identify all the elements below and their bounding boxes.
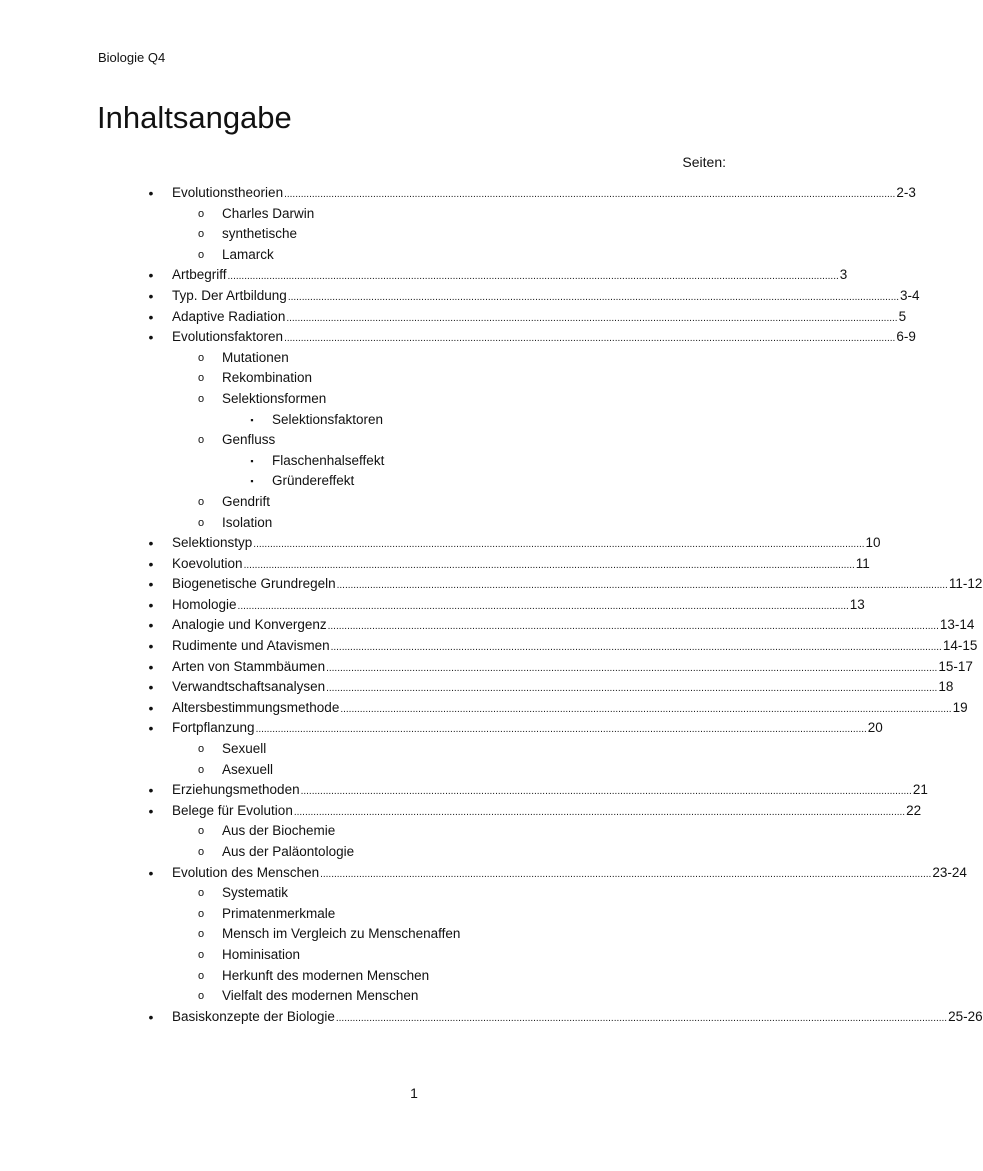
toc-entry-line xyxy=(172,615,975,638)
toc-entry-page: 23-24 xyxy=(932,864,967,880)
toc-entry-title: Selektionsformen xyxy=(222,390,327,406)
toc-entry-page: 10 xyxy=(865,535,881,551)
toc-entry-title: Analogie und Konvergenz xyxy=(172,617,327,633)
toc-entry-title: Mutationen xyxy=(222,349,289,365)
toc-entry-page: 3 xyxy=(839,267,848,283)
document-header-label: Biologie Q4 xyxy=(98,50,166,65)
toc-entry xyxy=(140,533,881,554)
toc-entry-page: 18 xyxy=(938,679,954,695)
toc-entry-page: 25-26 xyxy=(948,1008,983,1024)
square-bullet-icon: ▪ xyxy=(250,455,254,466)
toc-entry-title: Aus der Paläontologie xyxy=(222,844,355,859)
dot-leader: ............................................................................................................................................................................................................................ xyxy=(284,189,896,200)
circle-bullet-icon: o xyxy=(197,846,205,858)
toc-entry xyxy=(140,657,973,678)
toc-entry-line xyxy=(172,327,916,350)
toc-entry xyxy=(140,265,848,286)
toc-entry-page: 5 xyxy=(898,308,907,324)
toc-entry-title: Systematik xyxy=(222,885,289,901)
toc-entry-title: Flaschenhalseffekt xyxy=(272,452,385,468)
toc-entry xyxy=(140,1007,983,1028)
toc-entry-page: 20 xyxy=(867,720,883,736)
toc-entry-line xyxy=(172,698,968,721)
toc-entry-page: 21 xyxy=(912,782,928,798)
bullet-icon: • xyxy=(148,720,154,737)
dot-leader: ............................................................................................................................................................................................................................ xyxy=(330,642,942,654)
toc-entry-page: 13 xyxy=(849,596,865,612)
toc-entry-title: Lamarck xyxy=(222,246,274,262)
page-number: 1 xyxy=(410,1085,418,1101)
circle-bullet-icon: o xyxy=(197,495,205,508)
square-bullet-icon: ▪ xyxy=(250,476,254,487)
toc-entry-line xyxy=(172,636,978,659)
dot-leader: ............................................................................................................................................................................................................................ xyxy=(320,868,932,880)
table-of-contents xyxy=(140,183,983,1027)
toc-entry-title: Koevolution xyxy=(172,555,243,571)
toc-subentry xyxy=(140,966,728,987)
dot-leader: ............................................................................................................................................................................................................................ xyxy=(284,333,896,345)
toc-subentry xyxy=(140,389,728,410)
toc-entry-page: 2-3 xyxy=(896,185,916,200)
toc-entry-page: 19 xyxy=(952,699,968,715)
toc-entry-title: Hominisation xyxy=(222,946,301,962)
toc-subentry xyxy=(140,821,728,842)
toc-entry-line xyxy=(172,286,920,309)
toc-entry xyxy=(140,307,907,328)
toc-entry xyxy=(140,636,978,657)
toc-entry-line xyxy=(172,780,928,803)
toc-entry xyxy=(140,286,920,307)
toc-entry-title: Evolutionstheorien xyxy=(172,185,284,200)
toc-entry-title: Genfluss xyxy=(222,432,276,448)
toc-entry xyxy=(140,863,967,884)
toc-entry-title: Fortpflanzung xyxy=(172,720,255,736)
toc-entry-title: Sexuell xyxy=(222,741,267,757)
toc-entry-title: Selektionstyp xyxy=(172,535,253,551)
toc-subentry xyxy=(140,348,728,369)
toc-entry xyxy=(140,780,928,801)
bullet-icon: • xyxy=(148,185,154,201)
toc-subsubentry xyxy=(140,471,728,492)
bullet-icon: • xyxy=(148,267,154,284)
toc-entry-title: Erziehungsmethoden xyxy=(172,782,300,798)
toc-entry-title: Gendrift xyxy=(222,493,271,509)
toc-subentry xyxy=(140,883,728,904)
toc-entry-title: Verwandtschaftsanalysen xyxy=(172,679,326,695)
toc-entry-title: Gründereffekt xyxy=(272,473,355,489)
toc-subentry xyxy=(140,924,728,945)
circle-bullet-icon: o xyxy=(197,516,205,529)
toc-entry xyxy=(140,801,922,822)
toc-entry-title: Adaptive Radiation xyxy=(172,308,286,324)
dot-leader: ............................................................................................................................................................................................................................ xyxy=(227,271,839,283)
toc-entry-line xyxy=(172,657,973,680)
toc-subentry xyxy=(140,513,728,534)
toc-entry-line xyxy=(172,863,967,886)
toc-entry xyxy=(140,677,954,698)
dot-leader: ............................................................................................................................................................................................................................ xyxy=(243,559,855,571)
bullet-icon: • xyxy=(148,802,154,819)
square-bullet-icon: ▪ xyxy=(250,414,254,425)
circle-bullet-icon: o xyxy=(197,434,205,447)
toc-entry-line xyxy=(172,574,983,597)
toc-subentry xyxy=(140,842,728,863)
dot-leader: ............................................................................................................................................................................................................................ xyxy=(286,312,898,324)
circle-bullet-icon: o xyxy=(197,248,205,261)
circle-bullet-icon: o xyxy=(197,351,205,364)
toc-entry-title: Primatenmerkmale xyxy=(222,905,336,921)
toc-entry-title: Homologie xyxy=(172,596,237,612)
bullet-icon: • xyxy=(148,617,154,634)
toc-entry-line xyxy=(172,533,881,556)
circle-bullet-icon: o xyxy=(197,887,205,900)
toc-subentry xyxy=(140,492,728,513)
toc-entry-title: Biogenetische Grundregeln xyxy=(172,576,336,592)
toc-entry-page: 13-14 xyxy=(939,617,975,633)
toc-entry-page: 11 xyxy=(855,555,870,571)
toc-entry-line xyxy=(172,595,865,618)
dot-leader: ............................................................................................................................................................................................................................ xyxy=(237,600,849,612)
bullet-icon: • xyxy=(148,1008,154,1025)
toc-entry-title: Charles Darwin xyxy=(222,205,315,221)
page-title: Inhaltsangabe xyxy=(97,100,292,135)
toc-entry-line xyxy=(172,183,916,206)
toc-entry-title: Belege für Evolution xyxy=(172,802,293,818)
dot-leader: ............................................................................................................................................................................................................................ xyxy=(340,703,952,715)
toc-entry-line xyxy=(172,1007,983,1030)
toc-entry-title: Aus der Biochemie xyxy=(222,823,336,839)
toc-entry-line xyxy=(172,307,907,330)
toc-entry-page: 15-17 xyxy=(938,658,973,674)
toc-entry xyxy=(140,327,916,348)
circle-bullet-icon: o xyxy=(197,228,205,241)
dot-leader: ............................................................................................................................................................................................................................ xyxy=(326,683,938,695)
toc-entry-title: Isolation xyxy=(222,514,273,530)
toc-entry-page: 3-4 xyxy=(900,287,920,303)
bullet-icon: • xyxy=(148,679,154,696)
circle-bullet-icon: o xyxy=(197,743,205,756)
dot-leader: ............................................................................................................................................................................................................................ xyxy=(255,724,867,736)
circle-bullet-icon: o xyxy=(197,907,205,920)
toc-subentry xyxy=(140,904,728,925)
circle-bullet-icon: o xyxy=(197,948,205,961)
toc-entry-page: 11-12 xyxy=(948,576,983,592)
toc-entry-title: Evolutionsfaktoren xyxy=(172,329,284,345)
circle-bullet-icon: o xyxy=(197,207,205,220)
dot-leader: ............................................................................................................................................................................................................................ xyxy=(326,662,938,674)
bullet-icon: • xyxy=(148,308,154,325)
toc-entry-line xyxy=(172,554,870,577)
circle-bullet-icon: o xyxy=(197,969,205,982)
toc-entry xyxy=(140,698,968,719)
bullet-icon: • xyxy=(148,287,154,304)
toc-subsubentry xyxy=(140,451,728,472)
toc-subentry xyxy=(140,204,728,225)
bullet-icon: • xyxy=(148,576,154,593)
circle-bullet-icon: o xyxy=(197,392,205,405)
toc-entry-page: 14-15 xyxy=(942,638,978,654)
toc-entry xyxy=(140,718,883,739)
pages-column-label: Seiten: xyxy=(682,154,726,170)
toc-entry-title: Typ. Der Artbildung xyxy=(172,287,287,303)
dot-leader: ............................................................................................................................................................................................................................ xyxy=(300,786,912,798)
toc-entry-line xyxy=(172,801,922,824)
bullet-icon: • xyxy=(148,555,154,572)
dot-leader: ............................................................................................................................................................................................................................ xyxy=(293,806,906,818)
toc-entry-line xyxy=(172,718,883,741)
dot-leader: ............................................................................................................................................................................................................................ xyxy=(336,580,948,592)
circle-bullet-icon: o xyxy=(197,372,205,385)
toc-entry-title: Herkunft des modernen Menschen xyxy=(222,967,430,983)
toc-entry-title: Altersbestimmungsmethode xyxy=(172,699,340,715)
toc-subsubentry xyxy=(140,410,728,431)
toc-entry xyxy=(140,595,865,616)
dot-leader: ............................................................................................................................................................................................................................ xyxy=(327,621,939,633)
toc-entry-title: Selektionsfaktoren xyxy=(272,411,384,427)
toc-entry-title: Mensch im Vergleich zu Menschenaffen xyxy=(222,926,461,942)
toc-subentry xyxy=(140,945,728,966)
toc-subentry xyxy=(140,368,728,389)
toc-subentry xyxy=(140,986,728,1007)
toc-entry xyxy=(140,554,870,575)
toc-entry xyxy=(140,574,983,595)
toc-entry-title: Asexuell xyxy=(222,761,274,777)
dot-leader: ............................................................................................................................................................................................................................ xyxy=(287,291,900,303)
bullet-icon: • xyxy=(148,699,154,716)
toc-subentry xyxy=(140,430,728,451)
bullet-icon: • xyxy=(148,864,154,881)
toc-entry-title: Rekombination xyxy=(222,370,313,386)
toc-entry-page: 22 xyxy=(906,802,922,818)
bullet-icon: • xyxy=(148,329,154,346)
dot-leader: ............................................................................................................................................................................................................................ xyxy=(335,1012,948,1024)
bullet-icon: • xyxy=(148,596,154,613)
toc-entry-title: Arten von Stammbäumen xyxy=(172,658,326,674)
circle-bullet-icon: o xyxy=(197,825,205,838)
toc-entry-title: Evolution des Menschen xyxy=(172,864,320,880)
bullet-icon: • xyxy=(148,658,154,675)
bullet-icon: • xyxy=(148,535,154,552)
toc-entry-title: Basiskonzepte der Biologie xyxy=(172,1008,335,1024)
toc-entry xyxy=(140,615,975,636)
circle-bullet-icon: o xyxy=(197,990,205,1003)
toc-entry-page: 6-9 xyxy=(896,329,916,345)
toc-entry-title: Artbegriff xyxy=(172,267,227,283)
bullet-icon: • xyxy=(148,782,154,799)
toc-entry-title: Vielfalt des modernen Menschen xyxy=(222,988,419,1004)
toc-subentry xyxy=(140,224,728,245)
toc-entry-line xyxy=(172,265,848,288)
bullet-icon: • xyxy=(148,638,154,655)
toc-entry-title: synthetische xyxy=(222,226,298,242)
dot-leader: ............................................................................................................................................................................................................................ xyxy=(253,539,865,551)
toc-subentry xyxy=(140,245,728,266)
toc-subentry xyxy=(140,739,728,760)
circle-bullet-icon: o xyxy=(197,928,205,941)
toc-subentry xyxy=(140,760,728,781)
circle-bullet-icon: o xyxy=(197,763,205,776)
toc-entry-title: Rudimente und Atavismen xyxy=(172,638,330,654)
toc-entry-line xyxy=(172,677,954,700)
toc-entry xyxy=(140,183,916,204)
